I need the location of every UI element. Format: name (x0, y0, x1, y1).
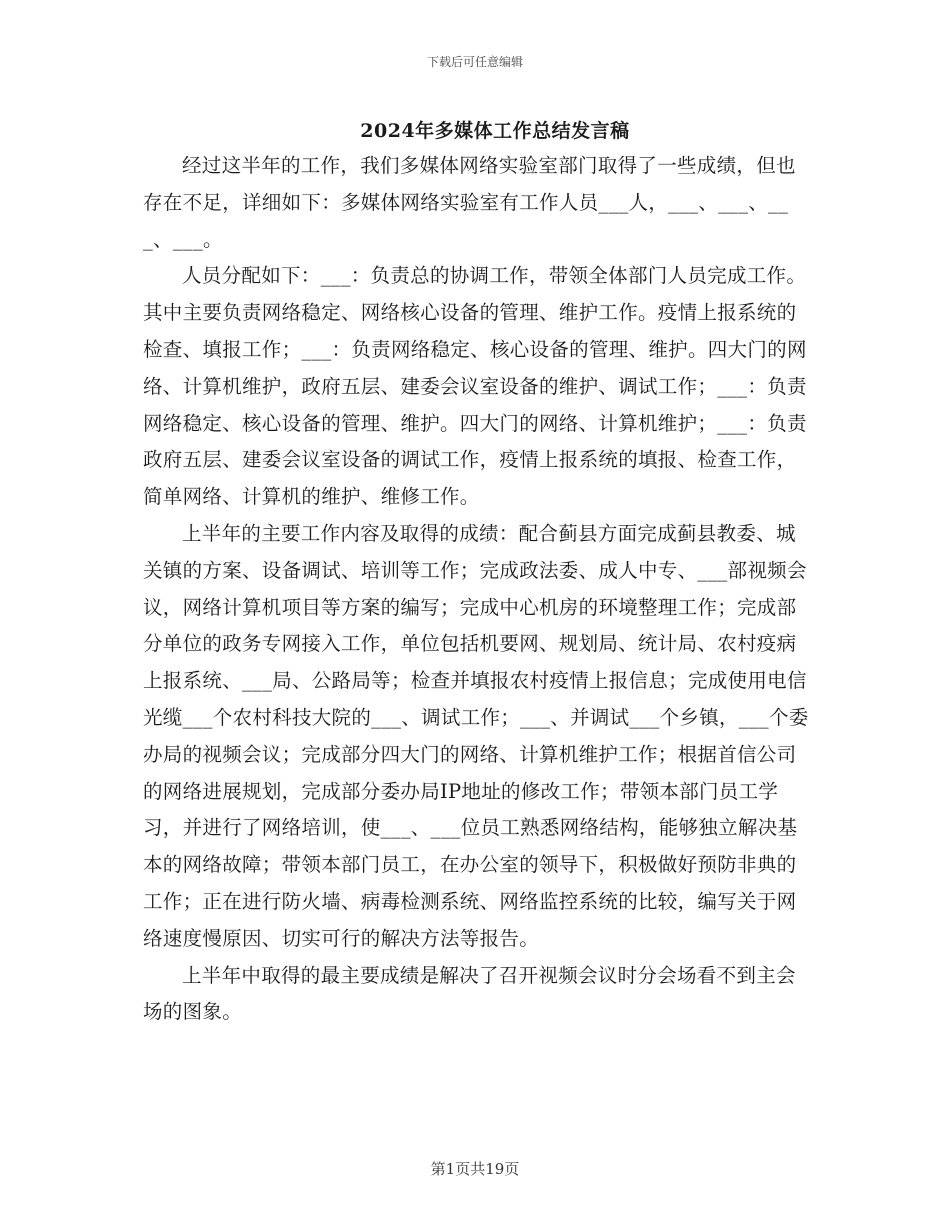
paragraph-4: 上半年中取得的最主要成绩是解决了召开视频会议时分会场看不到主会场的图象。 (143, 963, 796, 1024)
paragraph-3: 上半年的主要工作内容及取得的成绩：配合蓟县方面完成蓟县教委、城关镇的方案、设备调试、培训等工作；完成政法委、成人中专、___部视频会议，网络计算机项目等方案的编写；完成中心机房的环境整理工作；完成部分单位的政务专网接入工作，单位包括机要网、规划局、统计局、农村疫病上报系统、___局、公路局等；检查并填报农村疫情上报信息；完成使用电信光缆___个农村科技大院的___、调试工作；___、并调试___个乡镇，___个委办局的视频会议；完成部分四大门的网络、计算机维护工作；根据首信公司的网络进展规划，完成部分委办局IP地址的修改工作；带领本部门员工学习，并进行了网络培训，使___、___位员工熟悉网络结构，能够独立解决基本的网络故障；带领本部门员工，在办公室的领导下，积极做好预防非典的工作；正在进行防火墙、病毒检测系统、网络监控系统的比较，编写关于网络速度慢原因、切实可行的解决方法等报告。 (143, 521, 809, 950)
paragraph-2: 人员分配如下：___：负责总的协调工作，带领全体部门人员完成工作。其中主要负责网络稳定、网络核心设备的管理、维护工作。疫情上报系统的检查、填报工作；___：负责网络稳定、核心设备的管理、维护。四大门的网络、计算机维护，政府五层、建委会议室设备的维护、调试工作；___：负责网络稳定、核心设备的管理、维护。四大门的网络、计算机维护；___：负责政府五层、建委会议室设备的调试工作，疫情上报系统的填报、检查工作，简单网络、计算机的维护、维修工作。 (143, 264, 807, 509)
document-body (143, 148, 815, 1031)
header-note: 下载后可任意编辑 (426, 55, 523, 69)
document-title: 2024年多媒体工作总结发言稿 (360, 120, 630, 142)
page-number: 第1页共19页 (430, 1160, 520, 1178)
paragraph-1: 经过这半年的工作，我们多媒体网络实验室部门取得了一些成绩，但也存在不足，详细如下：多媒体网络实验室有工作人员___人，___、___、___、___。 (143, 154, 796, 251)
